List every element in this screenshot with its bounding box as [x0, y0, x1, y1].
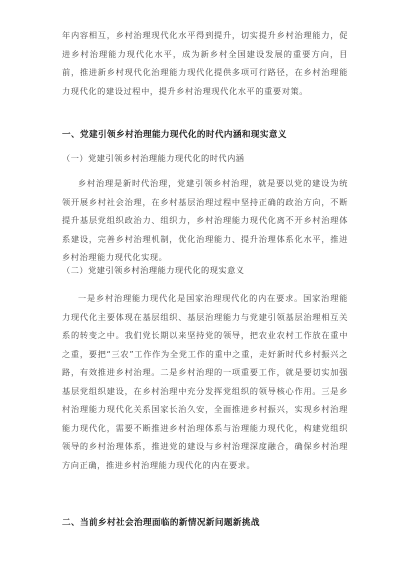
- subsection-heading-1: （一）党建引领乡村治理能力现代化的时代内涵: [62, 153, 245, 163]
- paragraph-2: 一是乡村治理能力现代化是国家治理现代化的内在要求。国家治理能力现代化主要体现在基层组织、基层治理能力与党建引领基层治理相互关系的转变之中。我们党长期以来坚持党的领导，把农业农村工作放在重中之重，要把“三农”工作作为全党工作的重中之重，走好新时代乡村振兴之路，有效推进乡村治理。二是乡村治理的一项重要工作，就是要切实加强基层党组织建设，在乡村治理中充分发挥党组织的领导核心作用。三是乡村治理能力现代化关系国家长治久安，全面推进乡村振兴，实现乡村治理能力现代化，需要不断推进乡村治理体系与治理能力现代化，构建党组织领导的乡村治理体系，推进党的建设与乡村治理深度融合，确保乡村治理方向正确，推进乡村治理能力现代化的内在要求。: [62, 293, 348, 470]
- subsection-heading-2: （二）党建引领乡村治理能力现代化的现实意义: [62, 265, 245, 275]
- paragraph-1: 乡村治理是新时代治理，党建引领乡村治理，就是要以党的建设为统领开展乡村社会治理，在乡村基层治理过程中坚持正确的政治方向，不断提升基层党组织政治力、组织力，乡村治理能力现代化离不开乡村治理体系建设，完善乡村治理机制，优化治理能力、提升治理体系化水平，推进乡村治理能力现代化实现。: [62, 178, 348, 262]
- intro-paragraph: 年内容相互，乡村治理现代化水平得到提升，切实提升乡村治理能力，促进乡村治理能力现代化水平，成为新乡村全国建设发展的重要方向，目前，推进新乡村现代化治理能力现代化提供多项可行路径，在乡村治理能力现代化的建设过程中，提升乡村治理现代化水平的重要对策。: [62, 30, 348, 96]
- section-heading-1: 一、党建引领乡村治理能力现代化的时代内涵和现实意义: [62, 130, 287, 140]
- section-heading-2: 二、当前乡村社会治理面临的新情况新问题新挑战: [62, 518, 260, 528]
